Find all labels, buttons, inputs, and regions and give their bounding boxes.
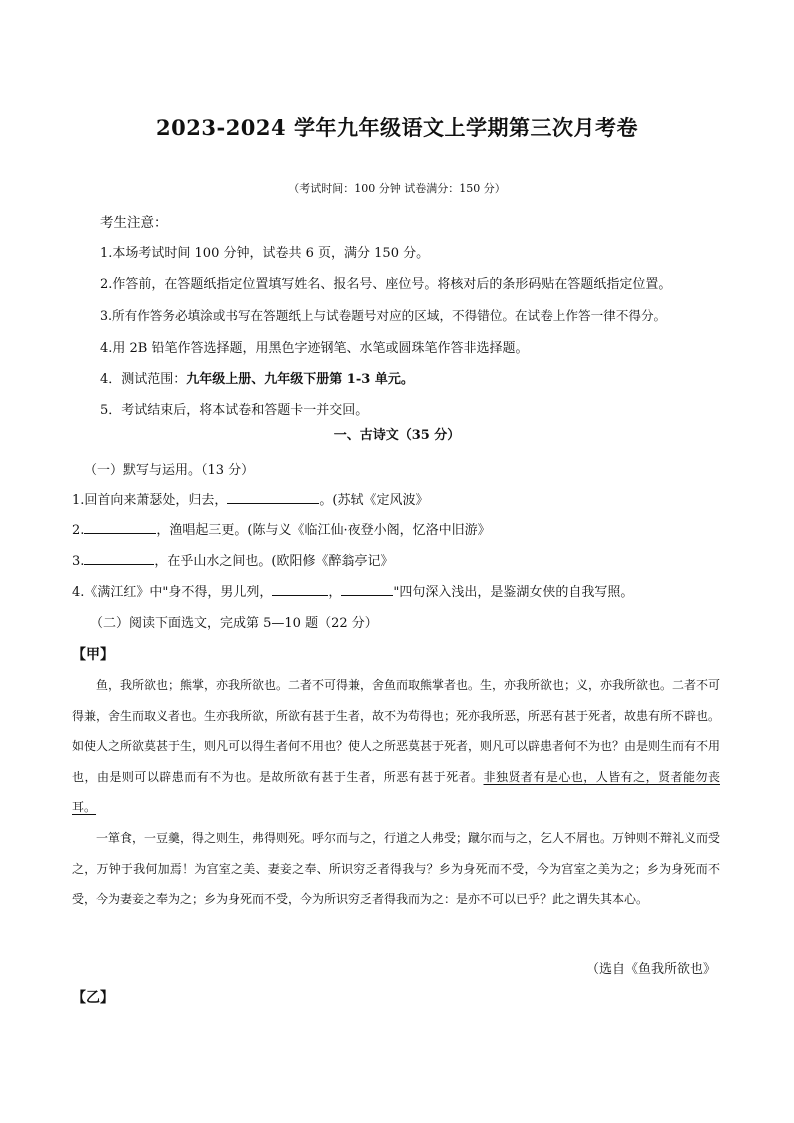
exam-title: 2023-2024 学年九年级语文上学期第三次月考卷 — [156, 115, 638, 140]
answer-blank[interactable] — [341, 583, 393, 596]
question-text: 4.《满江红》中"身不得，男儿列， — [72, 585, 273, 600]
notice-item: 3.所有作答务必填涂或书写在答题纸上与试卷题号对应的区域，不得错位。在试卷上作答一律不得分。 — [100, 308, 667, 323]
question-text: 2. — [72, 523, 85, 538]
question-text: "四句深入浅出，是鉴湖女侠的自我写照。 — [393, 585, 634, 600]
question-1 — [72, 489, 428, 508]
question-text: ， — [328, 585, 342, 600]
notice-item: 5．考试结束后，将本试卷和答题卡一并交回。 — [100, 403, 369, 418]
answer-blank[interactable] — [227, 491, 319, 504]
passage-b-label: 【乙】 — [72, 990, 114, 1006]
notice-heading: 考生注意： — [100, 215, 168, 231]
question-4 — [72, 581, 633, 600]
answer-blank[interactable] — [84, 552, 154, 565]
notice-item-scope — [100, 368, 414, 387]
answer-blank[interactable] — [84, 521, 156, 534]
passage-a-paragraph: 一箪食，一豆羹，得之则生，弗得则死。呼尔而与之，行道之人弗受；蹴尔而与之，乞人不屑也。万钟则不辩礼义而受之，万钟于我何加焉！为宫室之美、妻妾之奉、所识穷乏者得我与？乡为身死而不受，今为宫室之美为之；乡为身死而不受，今为妻妾之奉为之；乡为身死而不受，今为所识穷乏者得我而为之：是亦不可以已乎？此之谓失其本心。 — [72, 831, 721, 906]
question-text: ，在乎山水之间也。(欧阳修《醉翁亭记》 — [154, 554, 394, 569]
part-heading: （一）默写与运用。（13 分） — [84, 463, 255, 478]
question-text: 3. — [72, 554, 85, 569]
question-3 — [72, 550, 393, 569]
scope-value: 九年级上册、九年级下册第 1-3 单元。 — [186, 372, 414, 387]
underlined-sentence: 非独贤者有是心也，人皆有之，贤者能勿丧耳。 — [72, 769, 720, 814]
notice-item: 4.用 2B 铅笔作答选择题，用黑色字迹钢笔、水笔或圆珠笔作答非选择题。 — [100, 341, 529, 356]
scope-label: 4．测试范围： — [100, 372, 187, 387]
answer-blank[interactable] — [272, 583, 328, 596]
passage-a-label: 【甲】 — [72, 647, 114, 663]
section-heading: 一、古诗文（35 分） — [333, 428, 461, 443]
passage-a-paragraph — [72, 670, 720, 823]
passage-text: 鱼，我所欲也；熊掌，亦我所欲也。二者不可得兼，舍鱼而取熊掌者也。生，亦我所欲也；义，亦我所欲也。二者不可得兼，舍生而取义者也。生亦我所欲，所欲有甚于生者，故不为苟得也；死亦我所恶，所恶有甚于死者，故患有所不辟也。如使人之所欲莫甚于生，则凡可以得生者何不用也？使人之所恶莫甚于死者，则凡可以辟患者何不为也？由是则生而有不用也，由是则可以辟患而有不为也。是故所欲有甚于生者，所恶有甚于死者。 — [72, 678, 721, 784]
notice-item: 1.本场考试时间 100 分钟，试卷共 6 页，满分 150 分。 — [100, 246, 430, 261]
exam-subtitle: （考试时间：100 分钟 试卷满分：150 分） — [288, 182, 506, 195]
question-2 — [72, 519, 491, 538]
notice-item: 2.作答前，在答题纸指定位置填写姓名、报名号、座位号。将核对后的条形码贴在答题纸指定位置。 — [100, 277, 672, 292]
question-text: 1.回首向来萧瑟处，归去， — [72, 493, 228, 508]
part-heading: （二）阅读下面选文，完成第 5—10 题（22 分） — [90, 616, 378, 631]
question-text: 。(苏轼《定风波》 — [319, 493, 429, 508]
passage-source: （选自《鱼我所欲也》 — [585, 962, 716, 977]
question-text: ，渔唱起三更。(陈与义《临江仙·夜登小阁，忆洛中旧游》 — [156, 523, 491, 538]
